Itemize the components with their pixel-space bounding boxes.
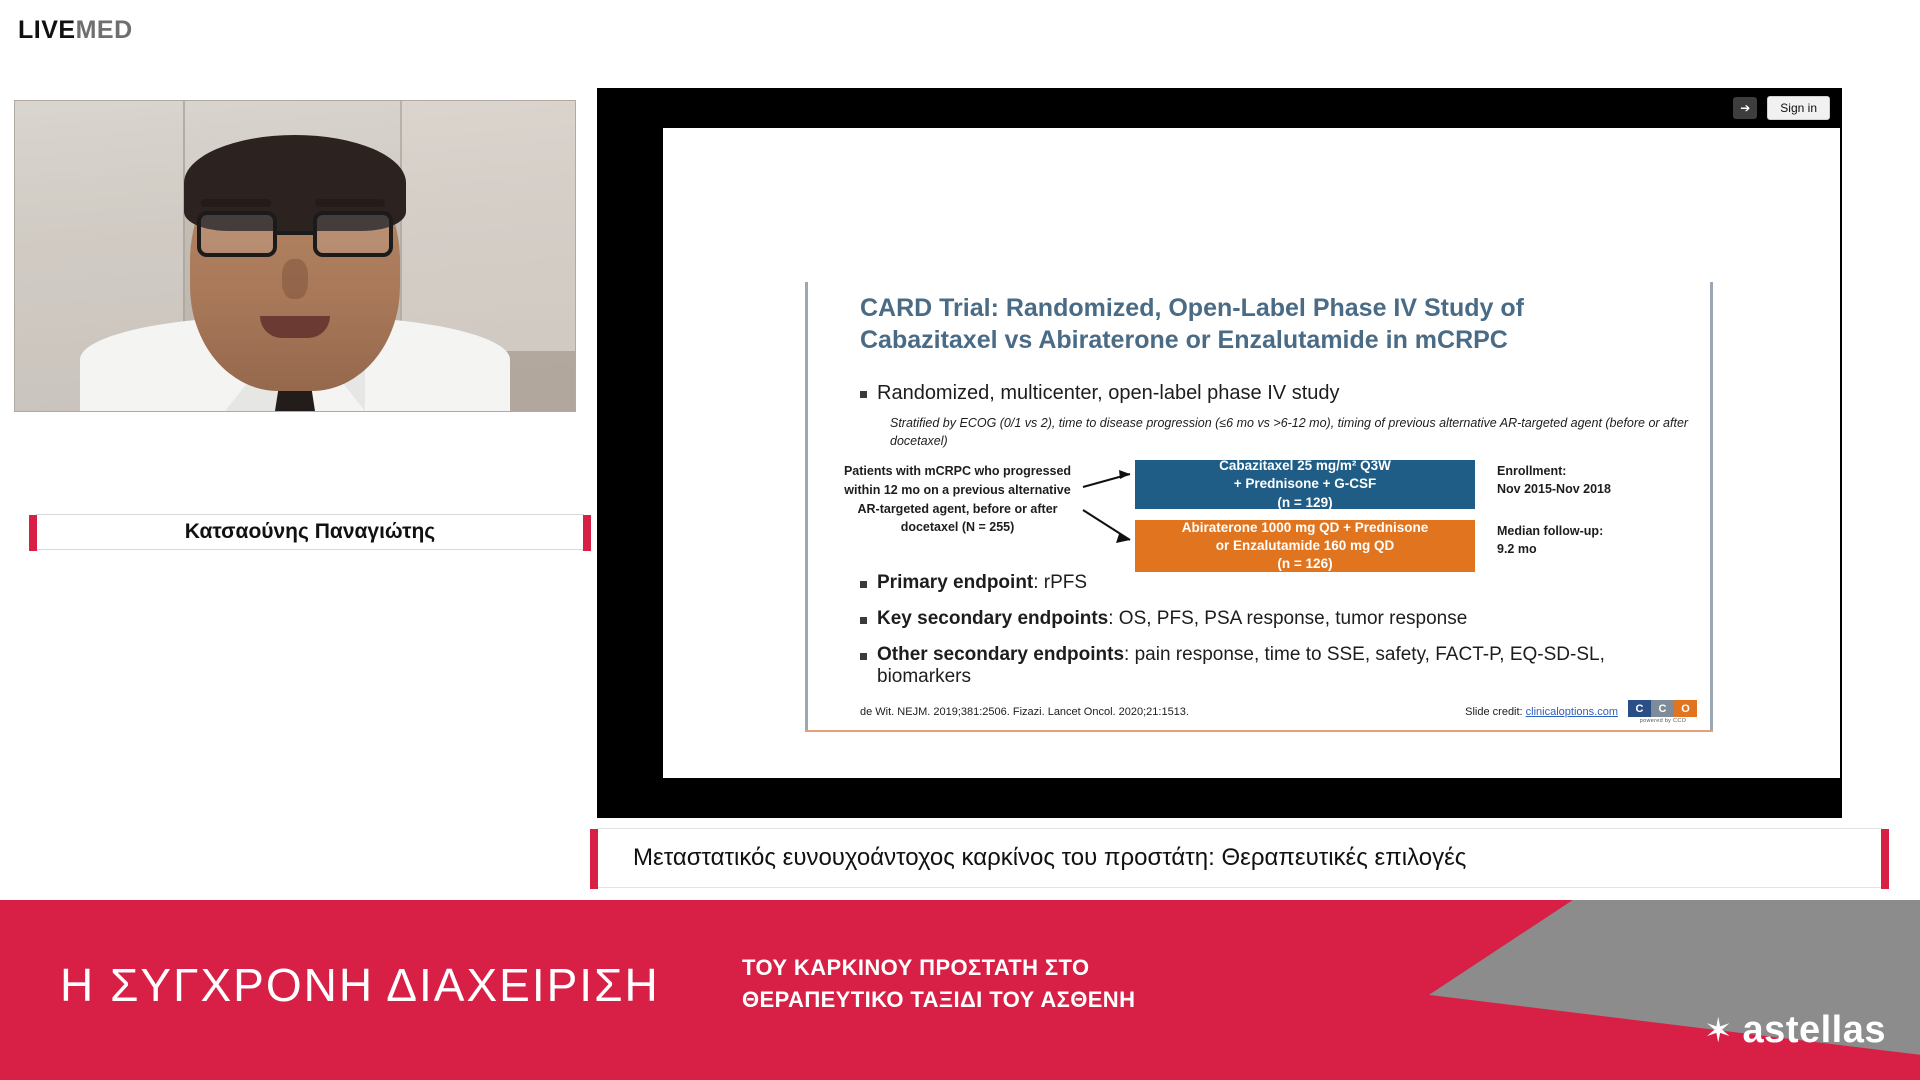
- slide-patient-population: Patients with mCRPC who progressed within 12 mo on a previous alternative AR-targeted agent, before or after docetaxel (N = 255): [843, 464, 1072, 535]
- logo-live-text: LIVE: [18, 16, 76, 44]
- speaker-panel: [14, 100, 576, 543]
- secondary-endpoint-line: [877, 608, 1467, 630]
- speaker-name-banner: [36, 514, 584, 550]
- slide-bullet-secondary: [860, 608, 1467, 630]
- session-title-bar: [597, 828, 1882, 888]
- slide-bullet-other: [860, 644, 1650, 688]
- presentation-slide: [805, 282, 1713, 732]
- enrollment-value: Nov 2015-Nov 2018: [1497, 482, 1611, 497]
- session-accent-left: [590, 829, 598, 889]
- glasses-bridge: [277, 231, 313, 235]
- other-endpoint-line: [877, 644, 1650, 688]
- primary-endpoint-line: [877, 572, 1087, 594]
- speaker-eyebrow-left: [201, 199, 271, 207]
- slide-title: CARD Trial: Randomized, Open-Label Phase IV Study of Cabazitaxel vs Abiraterone or Enzalutamide in mCRPC: [860, 294, 1524, 354]
- sponsor-name: astellas: [1742, 1009, 1886, 1051]
- share-icon[interactable]: ➔: [1733, 97, 1757, 119]
- slide-rule-right: [1710, 282, 1713, 732]
- followup-label: Median follow-up:: [1497, 524, 1604, 538]
- bullet-square-icon: [860, 653, 867, 660]
- cco-letter-3: O: [1674, 700, 1697, 717]
- slide-credit: [1465, 706, 1618, 718]
- speaker-mouth: [260, 316, 330, 338]
- cco-letters: [1628, 700, 1698, 717]
- name-banner-accent-left: [29, 515, 37, 551]
- name-banner-accent-right: [583, 515, 591, 551]
- session-accent-right: [1881, 829, 1889, 889]
- slide-arm-cabazitaxel: [1135, 460, 1475, 509]
- glasses-lens-left: [197, 211, 277, 257]
- slide-followup: [1497, 522, 1603, 558]
- bullet-square-icon: [860, 617, 867, 624]
- logo-med-text: MED: [75, 16, 133, 44]
- arm-orange-line1: Abiraterone 1000 mg QD + Prednisone: [1181, 519, 1429, 535]
- slide-bullet-1: [860, 382, 1340, 405]
- clinicaloptions-link[interactable]: clinicaloptions.com: [1525, 706, 1618, 718]
- player-top-controls: [1733, 96, 1830, 120]
- session-title: Μεταστατικός ευνουχοάντοχος καρκίνος του προστάτη: Θεραπευτικές επιλογές: [633, 844, 1467, 871]
- slide-arm-arpi: [1135, 520, 1475, 572]
- livemed-logo: [18, 16, 133, 45]
- primary-endpoint-value: : rPFS: [1033, 572, 1088, 593]
- cco-sublabel: powered by CCO: [1639, 718, 1687, 724]
- primary-endpoint-label: Primary endpoint: [877, 572, 1034, 593]
- arm-blue-n: (n = 129): [1277, 494, 1333, 510]
- cco-letter-2: C: [1651, 700, 1674, 717]
- other-endpoint-label: Other secondary endpoints: [877, 644, 1125, 665]
- bullet-square-icon: [860, 391, 867, 398]
- slide-enrollment: [1497, 462, 1611, 498]
- other-endpoint-value: : pain response, time to SSE, safety, FACT-P, EQ-SD-SL, biomarkers: [877, 644, 1605, 687]
- slide-rule-left: [805, 282, 808, 732]
- event-subtitle-line1: ΤΟΥ ΚΑΡΚΙΝΟΥ ΠΡΟΣΤΑΤΗ ΣΤΟ: [742, 955, 1090, 980]
- slide-credit-prefix: Slide credit:: [1465, 706, 1526, 718]
- speaker-nose: [282, 259, 308, 299]
- enrollment-label: Enrollment:: [1497, 464, 1567, 478]
- slide-references: de Wit. NEJM. 2019;381:2506. Fizazi. Lancet Oncol. 2020;21:1513.: [860, 706, 1189, 718]
- slide-bullet-1-text: Randomized, multicenter, open-label phase IV study: [877, 382, 1340, 404]
- sponsor-logo: [1704, 1009, 1886, 1052]
- event-title: Η ΣΥΓΧΡΟΝΗ ΔΙΑΧΕΙΡΙΣΗ: [60, 959, 660, 1011]
- secondary-endpoint-value: : OS, PFS, PSA response, tumor response: [1108, 608, 1468, 629]
- arm-orange-n: (n = 126): [1277, 556, 1333, 572]
- arm-blue-line2: + Prednisone + G-CSF: [1233, 476, 1377, 492]
- followup-value: 9.2 mo: [1497, 542, 1537, 557]
- slide-stratification-note: Stratified by ECOG (0/1 vs 2), time to disease progression (≤6 mo vs >6-12 mo), timing of previous alternative AR-targeted agent (before or after docetaxel): [890, 416, 1689, 449]
- arm-orange-line2: or Enzalutamide 160 mg QD: [1215, 537, 1395, 553]
- slide-rule-bottom: [805, 730, 1713, 732]
- speaker-glasses: [197, 211, 393, 257]
- footer-band: [0, 900, 1920, 1080]
- star-icon: ✶: [1704, 1011, 1733, 1050]
- event-subtitle-line2: ΘΕΡΑΠΕΥΤΙΚΟ ΤΑΞΙΔΙ ΤΟΥ ΑΣΘΕΝΗ: [742, 986, 1136, 1012]
- speaker-name: Κατσαούνης Παναγιώτης: [184, 520, 436, 543]
- speaker-eyebrow-right: [315, 199, 385, 207]
- slide-bullet-primary: [860, 572, 1087, 594]
- glasses-lens-right: [313, 211, 393, 257]
- cco-letter-1: C: [1628, 700, 1651, 717]
- sign-in-button[interactable]: Sign in: [1767, 96, 1830, 120]
- cco-logo: [1628, 700, 1698, 724]
- arm-blue-line1: Cabazitaxel 25 mg/m² Q3W: [1219, 458, 1391, 474]
- event-subtitle: [742, 952, 1135, 1016]
- secondary-endpoint-label: Key secondary endpoints: [877, 608, 1109, 629]
- bullet-square-icon: [860, 581, 867, 588]
- speaker-video[interactable]: [14, 100, 576, 412]
